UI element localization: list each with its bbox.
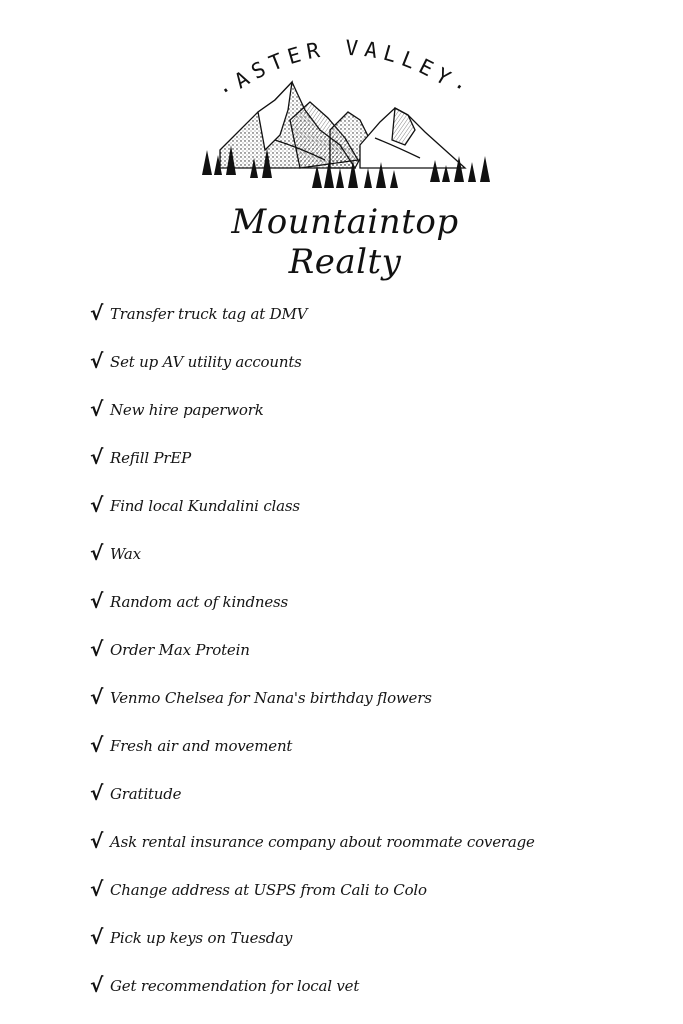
- todo-checklist: [90, 290, 650, 1010]
- list-item-text: Venmo Chelsea for Nana's birthday flowers: [110, 689, 432, 707]
- checkmark-icon: √: [90, 781, 104, 805]
- checkmark-icon: √: [90, 541, 104, 565]
- list-item-text: Wax: [110, 545, 141, 563]
- list-item-text: New hire paperwork: [110, 401, 264, 419]
- list-item: [90, 722, 650, 770]
- list-item: [90, 578, 650, 626]
- list-item-text: Find local Kundalini class: [110, 497, 300, 515]
- list-item-text: Ask rental insurance company about roommate coverage: [110, 833, 535, 851]
- checkmark-icon: √: [90, 733, 104, 757]
- checkmark-icon: √: [90, 877, 104, 901]
- list-item-text: Get recommendation for local vet: [110, 977, 360, 995]
- list-item: [90, 770, 650, 818]
- logo-arc-text: ·ASTER VALLEY·: [213, 35, 477, 105]
- list-item-text: Transfer truck tag at DMV: [110, 305, 308, 323]
- list-item-text: Order Max Protein: [110, 641, 250, 659]
- list-item-text: Random act of kindness: [110, 593, 289, 611]
- checkmark-icon: √: [90, 589, 104, 613]
- list-item: [90, 962, 650, 1010]
- list-item: [90, 338, 650, 386]
- list-item-text: Change address at USPS from Cali to Colo: [110, 881, 427, 899]
- list-item: [90, 626, 650, 674]
- checkmark-icon: √: [90, 349, 104, 373]
- list-item: [90, 818, 650, 866]
- list-item: [90, 482, 650, 530]
- checkmark-icon: √: [90, 685, 104, 709]
- checkmark-icon: √: [90, 925, 104, 949]
- checkmark-icon: √: [90, 829, 104, 853]
- list-item: [90, 434, 650, 482]
- checkmark-icon: √: [90, 445, 104, 469]
- aster-valley-logo: [180, 20, 510, 280]
- checkmark-icon: √: [90, 973, 104, 997]
- mountain-logo-illustration: [180, 20, 510, 200]
- list-item-text: Refill PrEP: [110, 449, 191, 467]
- list-item: [90, 530, 650, 578]
- checkmark-icon: √: [90, 301, 104, 325]
- list-item-text: Set up AV utility accounts: [110, 353, 302, 371]
- checkmark-icon: √: [90, 493, 104, 517]
- list-item: [90, 386, 650, 434]
- list-item-text: Fresh air and movement: [110, 737, 293, 755]
- list-item: [90, 674, 650, 722]
- list-item-text: Gratitude: [110, 785, 182, 803]
- brand-name: Mountaintop Realty: [231, 202, 459, 282]
- checkmark-icon: √: [90, 397, 104, 421]
- list-item: [90, 290, 650, 338]
- mountains-icon: [220, 82, 465, 168]
- list-item: [90, 866, 650, 914]
- list-item-text: Pick up keys on Tuesday: [110, 929, 293, 947]
- list-item: [90, 914, 650, 962]
- checkmark-icon: √: [90, 637, 104, 661]
